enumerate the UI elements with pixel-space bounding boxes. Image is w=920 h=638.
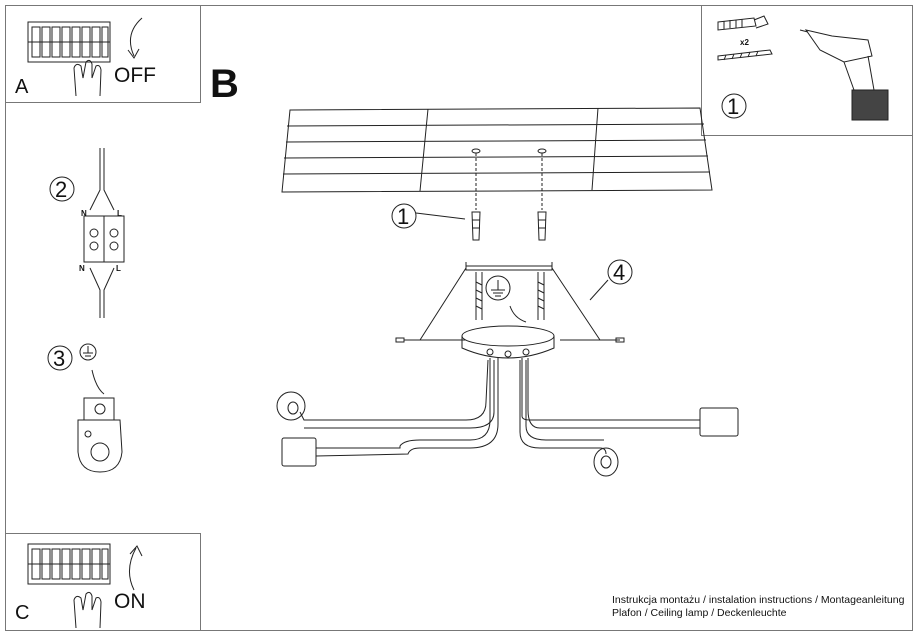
step-2-number: 2 [55,177,68,202]
power-state-off: OFF [114,64,156,87]
arrow-up-icon [129,548,136,590]
drill-icon [800,30,888,120]
step-1-number: 1 [397,204,410,229]
breaker-row-icon [28,549,110,579]
power-state-on: ON [114,590,146,613]
live-label-top: L [117,209,122,218]
section-letter-b: B [210,62,239,106]
panel-power-off [5,5,201,103]
hand-icon [74,592,101,628]
neutral-label-bottom: N [79,264,85,273]
wall-plug-icon [718,16,768,30]
quantity-label: x2 [740,38,749,47]
panel-letter-c: C [15,602,30,624]
caption-line-1: Instrukcja montażu / instalation instructions / Montageanleitung [612,594,905,606]
step-3-number: 3 [53,346,66,371]
step-4-number: 4 [613,260,626,285]
live-label-bottom: L [116,264,121,273]
screw-icon [718,50,772,60]
panel-tools [701,5,913,136]
breaker-on-illustration [6,534,202,632]
panel-power-on [5,533,201,631]
tools-illustration [702,6,914,137]
breaker-row-icon [28,27,110,57]
panel-letter-a: A [15,76,29,98]
tools-step-number: 1 [727,94,740,119]
arrow-down-icon [130,18,142,56]
neutral-label-top: N [81,209,87,218]
caption-line-2: Plafon / Ceiling lamp / Deckenleuchte [612,607,787,619]
hand-icon [74,60,101,96]
breaker-off-illustration [6,6,202,104]
